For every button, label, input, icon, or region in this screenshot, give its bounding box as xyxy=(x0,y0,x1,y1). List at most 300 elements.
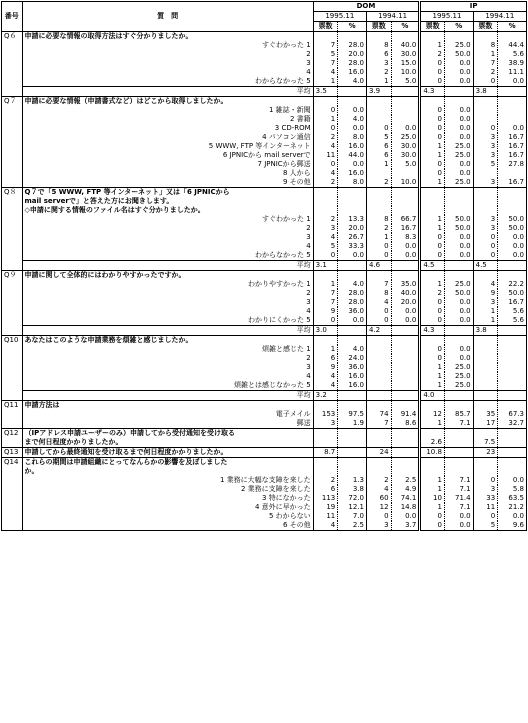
count-cell: 11 xyxy=(313,151,338,160)
table-row xyxy=(2,106,527,115)
percent-cell: 67.3 xyxy=(498,410,527,419)
percent-cell: 8.6 xyxy=(391,419,420,429)
table-row xyxy=(2,142,527,151)
percent-cell: 0.0 xyxy=(444,307,473,316)
header-group-ip: IP xyxy=(420,2,527,12)
percent-cell xyxy=(498,326,527,336)
question-text: 申請に必要な情報の取得方法はすぐ分かりましたか。 xyxy=(22,32,313,42)
empty-cell xyxy=(313,97,338,107)
count-cell: 4 xyxy=(366,485,391,494)
option-label: 3 特になかった xyxy=(22,494,313,503)
count-cell: 4 xyxy=(313,381,338,391)
table-row xyxy=(2,289,527,298)
percent-cell: 7.1 xyxy=(444,485,473,494)
percent-cell: 30.0 xyxy=(391,50,420,59)
count-cell: 9 xyxy=(313,363,338,372)
empty-cell xyxy=(473,271,498,281)
percent-cell xyxy=(391,106,420,115)
count-cell: 1 xyxy=(420,151,445,160)
question-text: ◇申請に関する情報のファイル名はすぐ分かりましたか。 xyxy=(22,206,313,215)
question-title-row xyxy=(2,32,527,42)
header-year: 1995.11 xyxy=(420,12,473,22)
table-row xyxy=(2,178,527,188)
count-cell: 0 xyxy=(420,233,445,242)
percent-cell: 25.0 xyxy=(444,142,473,151)
empty-cell xyxy=(420,206,445,215)
empty-cell xyxy=(338,32,367,42)
percent-cell xyxy=(391,87,420,97)
percent-cell: 66.7 xyxy=(391,215,420,224)
percent-cell: 13.3 xyxy=(338,215,367,224)
empty-cell xyxy=(473,336,498,346)
percent-cell: 8.3 xyxy=(391,233,420,242)
percent-cell: 16.7 xyxy=(498,178,527,188)
table-row xyxy=(2,307,527,316)
percent-cell xyxy=(338,261,367,271)
option-label: わかりにくかった 5 xyxy=(22,316,313,326)
count-cell xyxy=(366,381,391,391)
empty-cell xyxy=(313,458,338,468)
count-cell: 3.8 xyxy=(473,87,498,97)
option-label: 電子メイル xyxy=(22,410,313,419)
option-label: 2 xyxy=(22,289,313,298)
count-cell: 2 xyxy=(473,68,498,77)
count-cell xyxy=(366,391,391,401)
percent-cell: 25.0 xyxy=(444,151,473,160)
count-cell: 1 xyxy=(420,142,445,151)
table-row xyxy=(2,41,527,50)
question-title-row xyxy=(2,336,527,346)
table-row xyxy=(2,372,527,381)
count-cell: 19 xyxy=(313,503,338,512)
question-number: Q８ xyxy=(2,188,23,271)
percent-cell: 35.0 xyxy=(391,280,420,289)
header-pct: % xyxy=(444,22,473,32)
table-row xyxy=(2,160,527,169)
count-cell: 24 xyxy=(366,448,391,458)
count-cell: 1 xyxy=(420,363,445,372)
percent-cell: 8.0 xyxy=(338,133,367,142)
table-row xyxy=(2,503,527,512)
count-cell: 1 xyxy=(420,41,445,50)
empty-cell xyxy=(444,467,473,476)
percent-cell: 0.0 xyxy=(444,521,473,531)
empty-cell xyxy=(473,206,498,215)
count-cell xyxy=(366,345,391,354)
question-title-row xyxy=(2,97,527,107)
table-row xyxy=(2,298,527,307)
empty-cell xyxy=(313,206,338,215)
option-label: 1 業務に大幅な支障を来した xyxy=(22,476,313,485)
empty-cell xyxy=(391,271,420,281)
option-label: 6 その他 xyxy=(22,521,313,531)
percent-cell: 74.1 xyxy=(391,494,420,503)
empty-cell xyxy=(338,206,367,215)
percent-cell xyxy=(391,372,420,381)
table-row xyxy=(2,316,527,326)
count-cell: 0 xyxy=(420,354,445,363)
question-text: あなたはこのような申請業務を煩雑と感じましたか。 xyxy=(22,336,313,346)
percent-cell xyxy=(498,261,527,271)
percent-cell: 0.0 xyxy=(391,251,420,261)
header-count: 票数 xyxy=(366,22,391,32)
average-row xyxy=(2,391,527,401)
percent-cell xyxy=(444,448,473,458)
empty-cell xyxy=(498,206,527,215)
table-row xyxy=(2,419,527,429)
percent-cell: 7.1 xyxy=(444,476,473,485)
percent-cell: 25.0 xyxy=(444,363,473,372)
count-cell: 3 xyxy=(366,59,391,68)
percent-cell: 50.0 xyxy=(444,224,473,233)
percent-cell: 2.5 xyxy=(338,521,367,531)
count-cell: 0 xyxy=(420,160,445,169)
percent-cell: 0.0 xyxy=(498,233,527,242)
count-cell: 6 xyxy=(366,151,391,160)
table-row xyxy=(2,476,527,485)
count-cell xyxy=(473,115,498,124)
percent-cell: 50.0 xyxy=(444,289,473,298)
empty-cell xyxy=(391,32,420,42)
question-text: 申請に必要な情報（申請書式など）はどこから取得しましたか。 xyxy=(22,97,313,107)
percent-cell: 1.3 xyxy=(338,476,367,485)
option-label: 4 xyxy=(22,307,313,316)
percent-cell: 40.0 xyxy=(391,41,420,50)
table-row xyxy=(2,50,527,59)
question-text: 申請に関して全体的にはわかりやすかったですか。 xyxy=(22,271,313,281)
count-cell: 1 xyxy=(420,503,445,512)
percent-cell: 28.0 xyxy=(338,289,367,298)
percent-cell: 22.2 xyxy=(498,280,527,289)
percent-cell xyxy=(444,87,473,97)
option-label: 4 xyxy=(22,242,313,251)
count-cell: 153 xyxy=(313,410,338,419)
percent-cell: 1.9 xyxy=(338,419,367,429)
percent-cell xyxy=(444,261,473,271)
percent-cell: 7.1 xyxy=(444,503,473,512)
empty-cell xyxy=(420,336,445,346)
option-label: 6 JPNICから mail serverで xyxy=(22,151,313,160)
empty-cell xyxy=(444,32,473,42)
empty-cell xyxy=(444,429,473,439)
empty-cell xyxy=(366,271,391,281)
percent-cell: 2.5 xyxy=(391,476,420,485)
percent-cell: 30.0 xyxy=(391,151,420,160)
empty-cell xyxy=(420,32,445,42)
empty-cell xyxy=(444,188,473,198)
average-label: 平均 xyxy=(22,261,313,271)
count-cell: 6 xyxy=(313,354,338,363)
table-row xyxy=(2,124,527,133)
count-cell: 7 xyxy=(366,280,391,289)
percent-cell: 10.0 xyxy=(391,68,420,77)
count-cell: 0 xyxy=(420,307,445,316)
count-cell: 11 xyxy=(473,503,498,512)
percent-cell: 0.0 xyxy=(498,476,527,485)
percent-cell xyxy=(391,381,420,391)
table-row xyxy=(2,363,527,372)
count-cell: 11 xyxy=(313,512,338,521)
percent-cell: 0.0 xyxy=(498,512,527,521)
count-cell: 1 xyxy=(366,160,391,169)
empty-cell xyxy=(391,206,420,215)
percent-cell xyxy=(391,363,420,372)
question-text: これらの期間は申請組織にとってなんらかの影響を及ぼしました xyxy=(22,458,313,468)
count-cell: 1 xyxy=(420,381,445,391)
empty-cell xyxy=(338,467,367,476)
empty-cell xyxy=(338,188,367,198)
question-text: 申請方法は xyxy=(22,401,313,411)
count-cell: 7 xyxy=(313,41,338,50)
average-row xyxy=(2,261,527,271)
question-number: Q10 xyxy=(2,336,23,401)
empty-cell xyxy=(420,401,445,411)
count-cell: 3 xyxy=(313,224,338,233)
count-cell: 1 xyxy=(473,307,498,316)
option-label: 2 xyxy=(22,354,313,363)
empty-cell xyxy=(420,458,445,468)
empty-cell xyxy=(498,32,527,42)
percent-cell: 97.5 xyxy=(338,410,367,419)
count-cell: 12 xyxy=(366,503,391,512)
percent-cell xyxy=(391,438,420,448)
count-cell: 0 xyxy=(420,115,445,124)
count-cell: 0 xyxy=(420,521,445,531)
percent-cell: 28.0 xyxy=(338,41,367,50)
count-cell: 7 xyxy=(313,59,338,68)
percent-cell: 30.0 xyxy=(391,142,420,151)
count-cell: 3.0 xyxy=(313,326,338,336)
empty-cell xyxy=(444,401,473,411)
table-row xyxy=(2,242,527,251)
percent-cell: 16.0 xyxy=(338,381,367,391)
percent-cell: 28.0 xyxy=(338,59,367,68)
option-label: 煩雑と感じた 1 xyxy=(22,345,313,354)
empty-cell xyxy=(366,336,391,346)
percent-cell: 0.0 xyxy=(444,298,473,307)
table-row xyxy=(2,59,527,68)
table-row xyxy=(2,251,527,261)
count-cell: 8 xyxy=(366,41,391,50)
percent-cell: 0.0 xyxy=(338,316,367,326)
percent-cell: 25.0 xyxy=(444,41,473,50)
count-cell: 5 xyxy=(473,160,498,169)
percent-cell: 91.4 xyxy=(391,410,420,419)
empty-cell xyxy=(338,336,367,346)
percent-cell: 0.0 xyxy=(498,124,527,133)
percent-cell xyxy=(391,261,420,271)
count-cell: 0 xyxy=(366,242,391,251)
count-cell: 3.5 xyxy=(313,87,338,97)
question-number: Q12 xyxy=(2,429,23,448)
question-title-row xyxy=(2,271,527,281)
count-cell: 0 xyxy=(366,307,391,316)
count-cell: 3 xyxy=(473,142,498,151)
count-cell: 3 xyxy=(473,178,498,188)
count-cell: 1 xyxy=(420,224,445,233)
empty-cell xyxy=(444,458,473,468)
count-cell: 1 xyxy=(420,178,445,188)
count-cell: 1 xyxy=(420,485,445,494)
count-cell: 3.8 xyxy=(473,326,498,336)
empty-cell xyxy=(313,336,338,346)
percent-cell: 4.0 xyxy=(338,77,367,87)
count-cell: 1 xyxy=(473,50,498,59)
count-cell: 23 xyxy=(473,448,498,458)
count-cell: 1 xyxy=(313,280,338,289)
percent-cell xyxy=(498,87,527,97)
count-cell: 8 xyxy=(366,289,391,298)
percent-cell xyxy=(498,372,527,381)
percent-cell: 0.0 xyxy=(391,242,420,251)
table-row xyxy=(2,521,527,531)
count-cell: 4 xyxy=(313,68,338,77)
percent-cell: 3.7 xyxy=(391,521,420,531)
header-count: 票数 xyxy=(473,22,498,32)
percent-cell: 12.1 xyxy=(338,503,367,512)
table-row xyxy=(2,233,527,242)
option-label: 5 WWW, FTP 等インターネット xyxy=(22,142,313,151)
percent-cell: 25.0 xyxy=(444,372,473,381)
percent-cell: 5.6 xyxy=(498,50,527,59)
empty-cell xyxy=(313,197,338,206)
count-cell: 3 xyxy=(473,215,498,224)
option-label: 3 xyxy=(22,233,313,242)
percent-cell: 24.0 xyxy=(338,354,367,363)
option-label: 郵送 xyxy=(22,419,313,429)
percent-cell: 0.0 xyxy=(391,307,420,316)
count-cell: 3 xyxy=(366,521,391,531)
empty-cell xyxy=(473,467,498,476)
table-row xyxy=(2,354,527,363)
count-cell: 0 xyxy=(420,169,445,178)
empty-cell xyxy=(366,197,391,206)
survey-table xyxy=(1,1,527,531)
empty-cell xyxy=(444,336,473,346)
percent-cell: 25.0 xyxy=(444,178,473,188)
percent-cell: 0.0 xyxy=(444,124,473,133)
table-body xyxy=(2,32,527,531)
count-cell: 4.5 xyxy=(473,261,498,271)
count-cell xyxy=(473,345,498,354)
count-cell: 10 xyxy=(420,494,445,503)
question-text: Q７で「5 WWW, FTP 等インターネット」又は「6 JPNICから xyxy=(22,188,313,198)
empty-cell xyxy=(338,401,367,411)
count-cell: 3.9 xyxy=(366,87,391,97)
percent-cell: 0.0 xyxy=(444,316,473,326)
percent-cell: 25.0 xyxy=(444,381,473,391)
table-row xyxy=(2,494,527,503)
header-no: 番号 xyxy=(2,2,23,32)
empty-cell xyxy=(420,188,445,198)
header-pct: % xyxy=(498,22,527,32)
option-label: 9 その他 xyxy=(22,178,313,188)
empty-cell xyxy=(338,197,367,206)
percent-cell: 0.0 xyxy=(444,115,473,124)
percent-cell: 40.0 xyxy=(391,289,420,298)
count-cell: 10.8 xyxy=(420,448,445,458)
empty-cell xyxy=(498,429,527,439)
percent-cell: 16.0 xyxy=(338,372,367,381)
percent-cell: 33.3 xyxy=(338,242,367,251)
option-label: すぐわかった 1 xyxy=(22,41,313,50)
count-cell: 0 xyxy=(420,77,445,87)
empty-cell xyxy=(391,336,420,346)
count-cell: 2 xyxy=(420,289,445,298)
option-label: 3 xyxy=(22,59,313,68)
empty-cell xyxy=(498,197,527,206)
empty-cell xyxy=(498,97,527,107)
percent-cell: 5.6 xyxy=(498,316,527,326)
percent-cell: 0.0 xyxy=(338,160,367,169)
percent-cell: 38.9 xyxy=(498,59,527,68)
percent-cell xyxy=(498,106,527,115)
percent-cell: 4.0 xyxy=(338,280,367,289)
percent-cell: 25.0 xyxy=(444,280,473,289)
header-pct: % xyxy=(338,22,367,32)
percent-cell: 0.0 xyxy=(444,160,473,169)
percent-cell: 20.0 xyxy=(338,224,367,233)
header-year: 1995.11 xyxy=(313,12,366,22)
empty-cell xyxy=(313,188,338,198)
empty-cell xyxy=(420,271,445,281)
count-cell: 2 xyxy=(366,224,391,233)
percent-cell: 50.0 xyxy=(498,289,527,298)
empty-cell xyxy=(473,197,498,206)
count-cell: 2 xyxy=(366,476,391,485)
percent-cell xyxy=(498,169,527,178)
percent-cell xyxy=(338,438,367,448)
header-pct: % xyxy=(391,22,420,32)
percent-cell: 32.7 xyxy=(498,419,527,429)
percent-cell xyxy=(498,345,527,354)
count-cell: 4.3 xyxy=(420,326,445,336)
percent-cell: 4.9 xyxy=(391,485,420,494)
percent-cell: 0.0 xyxy=(444,68,473,77)
percent-cell: 50.0 xyxy=(444,215,473,224)
option-label: 7 JPNICから郵送 xyxy=(22,160,313,169)
table-row xyxy=(2,345,527,354)
option-label: 3 xyxy=(22,298,313,307)
empty-cell xyxy=(391,458,420,468)
count-cell xyxy=(366,438,391,448)
percent-cell: 44.0 xyxy=(338,151,367,160)
empty-cell xyxy=(366,206,391,215)
table-row xyxy=(2,77,527,87)
count-cell: 0 xyxy=(420,512,445,521)
percent-cell: 15.0 xyxy=(391,59,420,68)
question-title-row xyxy=(2,206,527,215)
count-cell: 0 xyxy=(420,59,445,68)
empty-cell xyxy=(420,197,445,206)
empty-cell xyxy=(420,467,445,476)
option-label: 4 xyxy=(22,68,313,77)
table-row xyxy=(2,215,527,224)
percent-cell xyxy=(391,169,420,178)
count-cell: 0 xyxy=(420,242,445,251)
count-cell: 4.5 xyxy=(420,261,445,271)
empty-cell xyxy=(473,458,498,468)
percent-cell xyxy=(498,438,527,448)
question-number: Q６ xyxy=(2,32,23,97)
count-cell: 0 xyxy=(420,251,445,261)
count-cell: 0 xyxy=(473,512,498,521)
empty-cell xyxy=(498,271,527,281)
percent-cell: 72.0 xyxy=(338,494,367,503)
option-label: 3 CD-ROM xyxy=(22,124,313,133)
question-number: Q７ xyxy=(2,97,23,188)
question-title-row xyxy=(2,197,527,206)
